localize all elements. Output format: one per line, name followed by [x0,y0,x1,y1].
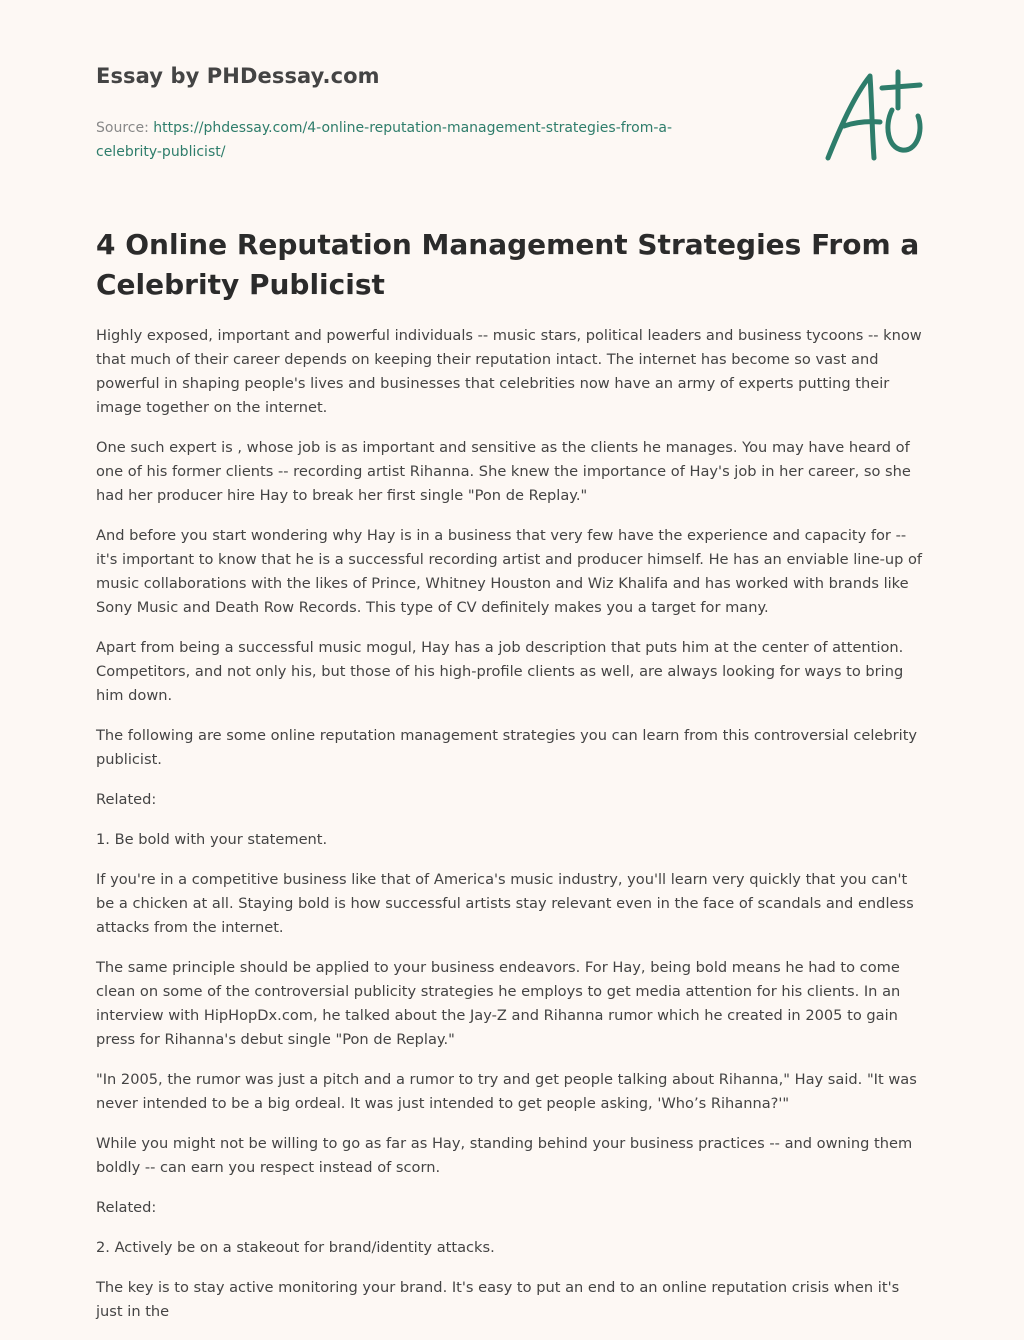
paragraph: The following are some online reputation management strategies you can learn from this controversial celebrity publicist. [96,727,918,768]
article-title: 4 Online Reputation Management Strategies From a Celebrity Publicist [96,228,920,301]
paragraph: And before you start wondering why Hay is in a business that very few have the experience and capacity for -- it's important to know that he is a successful recording artist and producer himself. He has an enviable line-up of music collaborations with the likes of Prince, Whitney Houston and Wiz Khalifa and has worked with brands like Sony Music and Death Row Records. This type of CV definitely makes you a target for many. [96,527,923,616]
source-label: Source: [96,120,154,136]
source-link[interactable]: https://phdessay.com/4-online-reputation-management-strategies-from-a-celebrity-publicist/ [96,120,673,160]
section-heading: 2. Actively be on a stakeout for brand/identity attacks. [96,1239,495,1256]
a-plus-logo-icon [820,66,930,166]
source-line [96,116,736,164]
paragraph: "In 2005, the rumor was just a pitch and a rumor to try and get people talking about Rihanna," Hay said. "It was never intended to be a big ordeal. It was just intended to get people asking, 'Who’s Rihanna?'" [96,1071,917,1112]
section-heading: 1. Be bold with your statement. [96,831,328,848]
related-label: Related: [96,1199,157,1216]
article-body [96,324,928,1340]
paragraph: Highly exposed, important and powerful individuals -- music stars, political leaders and business tycoons -- know that much of their career depends on keeping their reputation intact. The internet has become so vast and powerful in shaping people's lives and businesses that celebrities now have an army of experts putting their image together on the internet. [96,327,922,416]
paragraph: One such expert is , whose job is as important and sensitive as the clients he manages. You may have heard of one of his former clients -- recording artist Rihanna. She knew the importance of Hay's job in her career, so she had her producer hire Hay to break her first single "Pon de Replay." [96,439,911,504]
paragraph: While you might not be willing to go as far as Hay, standing behind your business practices -- and owning them boldly -- can earn you respect instead of scorn. [96,1135,913,1176]
paragraph: If you're in a competitive business like that of America's music industry, you'll learn very quickly that you can't be a chicken at all. Staying bold is how successful artists stay relevant even in the face of scandals and endless attacks from the internet. [96,871,914,936]
paragraph: The key is to stay active monitoring your brand. It's easy to put an end to an online reputation crisis when it's just in the [96,1279,900,1320]
page-header [96,64,736,164]
site-title: Essay by PHDessay.com [96,64,380,88]
paragraph: The same principle should be applied to your business endeavors. For Hay, being bold means he had to come clean on some of the controversial publicity strategies he employs to get media attention for his clients. In an interview with HipHopDx.com, he talked about the Jay-Z and Rihanna rumor which he created in 2005 to gain press for Rihanna's debut single "Pon de Replay." [96,959,901,1048]
paragraph: Apart from being a successful music mogul, Hay has a job description that puts him at the center of attention. Competitors, and not only his, but those of his high-profile clients as well, are always looking for ways to bring him down. [96,639,904,704]
related-label: Related: [96,791,157,808]
